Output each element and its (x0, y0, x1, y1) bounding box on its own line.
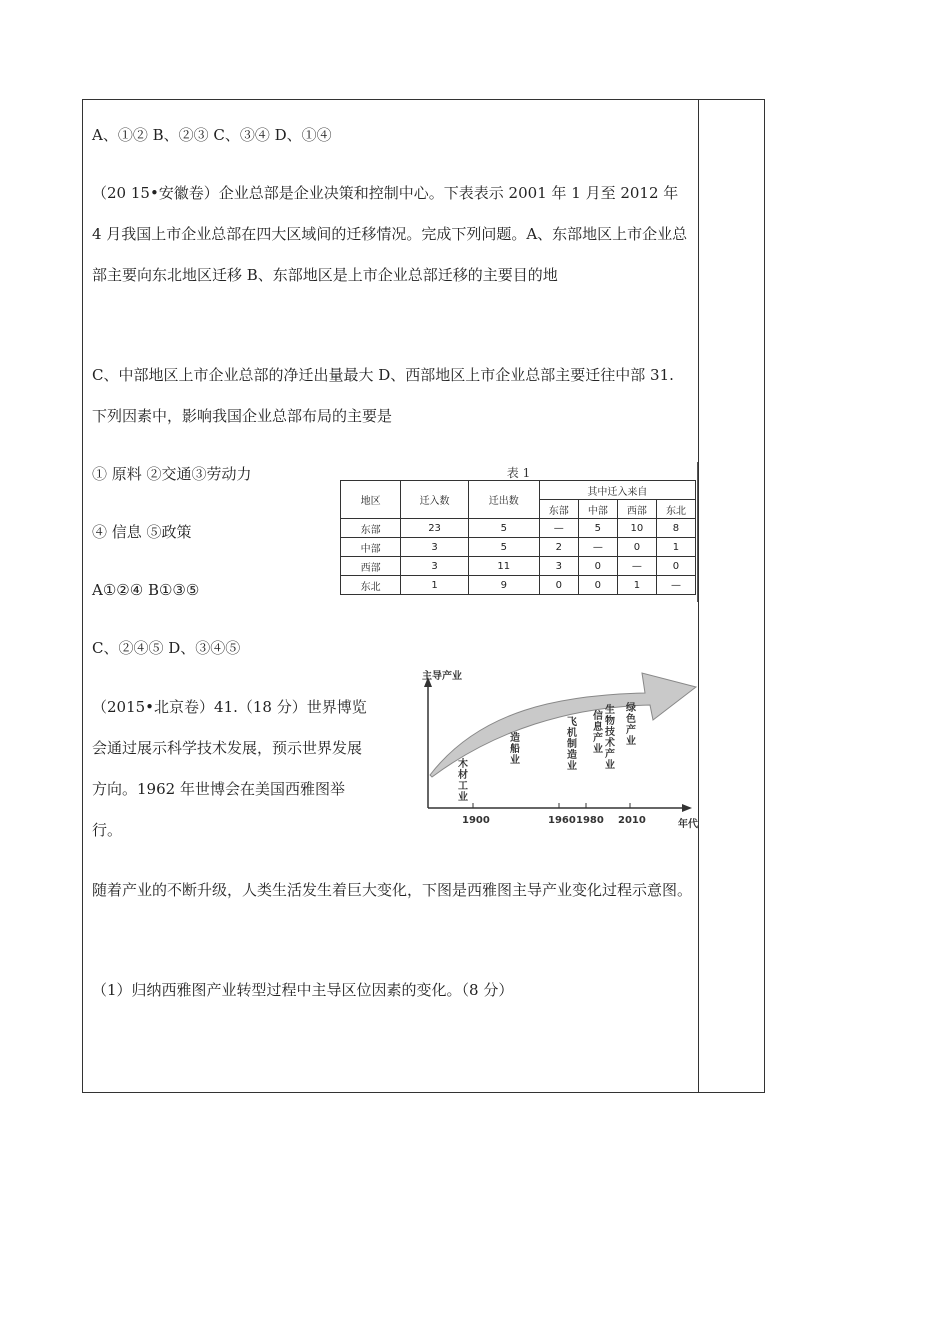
beijing-line-4: 行。 (92, 821, 123, 839)
header-source: 其中迁入来自 (539, 481, 695, 500)
migration-table-figure (338, 462, 699, 602)
choice-options-2: C、②④⑤ D、③④⑤ (92, 639, 241, 657)
table-cell: 3 (401, 538, 468, 557)
factor-options-1: ① 原料 ②交通③劳动力 (92, 465, 252, 483)
table-cell: 5 (468, 519, 539, 538)
subheader-west: 西部 (617, 500, 656, 519)
industry-label-info: 信息产业 (593, 711, 603, 755)
beijing-line-2: 会通过展示科学技术发展，预示世界发展 (92, 739, 363, 757)
table-cell: 2 (539, 538, 578, 557)
x-tick-label: 1900 (462, 815, 490, 826)
x-tick-label: 1980 (576, 815, 604, 826)
x-axis-arrow (682, 804, 692, 812)
table-cell: 0 (539, 576, 578, 595)
table-cell: 东部 (341, 519, 401, 538)
industry-label-shipbuilding: 造船业 (510, 733, 520, 766)
table-title: 表 1 (506, 466, 531, 480)
table-cell: — (578, 538, 617, 557)
table-cell: 5 (578, 519, 617, 538)
x-axis-label: 年代 (678, 819, 698, 830)
table-cell: 1 (656, 538, 695, 557)
table-cell: 0 (578, 576, 617, 595)
industry-label-aircraft: 飞机制造业 (567, 717, 577, 772)
answer-options: A、①② B、②③ C、③④ D、①④ (92, 126, 332, 144)
table-cell: 1 (401, 576, 468, 595)
subheader-central: 中部 (578, 500, 617, 519)
table-cell: 中部 (341, 538, 401, 557)
table-row (341, 576, 696, 595)
table-cell: 0 (617, 538, 656, 557)
beijing-paragraph: 随着产业的不断升级，人类生活发生着巨大变化，下图是西雅图主导产业变化过程示意图。 (92, 881, 693, 899)
table-cell: 1 (617, 576, 656, 595)
beijing-question-1: （1）归纳西雅图产业转型过程中主导区位因素的变化。（8 分） (92, 981, 514, 999)
anhui-question-paragraph: （20 15•安徽卷）企业总部是企业决策和控制中心。下表表示 2001 年 1 月至 2012 年 4 月我国上市企业总部在四大区域间的迁移情况。完成下列问题。A、东部地区上市企业总部主要向东北地区迁移 B、东部地区是上市企业总部迁移的主要目的地 (92, 184, 688, 284)
seattle-industry-diagram (420, 665, 710, 835)
table-cell: 9 (468, 576, 539, 595)
table-cell: 东北 (341, 576, 401, 595)
industry-label-green: 绿色产业 (626, 703, 636, 747)
table-cell: 3 (401, 557, 468, 576)
table-row (341, 538, 696, 557)
beijing-line-3: 方向。1962 年世博会在美国西雅图举 (92, 780, 345, 798)
table-cell: — (656, 576, 695, 595)
choice-options-1: A①②④ B①③⑤ (92, 581, 200, 599)
table-cell: 8 (656, 519, 695, 538)
table-cell: 23 (401, 519, 468, 538)
factor-options-2: ④ 信息 ⑤政策 (92, 523, 192, 541)
x-tick-label: 1960 (548, 815, 576, 826)
y-axis-label: 主导产业 (422, 671, 462, 682)
table-cell: 0 (578, 557, 617, 576)
industry-label-biotech: 生物技术产业 (605, 705, 615, 771)
migration-table (340, 480, 696, 595)
x-tick-label: 2010 (618, 815, 646, 826)
header-region: 地区 (341, 481, 401, 519)
industry-label-timber: 木材工业 (458, 759, 468, 803)
growth-arrow (430, 673, 696, 777)
beijing-line-1: （2015•北京卷）41.（18 分）世界博览 (92, 698, 367, 716)
table-cell: 5 (468, 538, 539, 557)
diagram-graphics (420, 665, 710, 835)
table-cell: 10 (617, 519, 656, 538)
table-cell: 11 (468, 557, 539, 576)
table-row (341, 557, 696, 576)
table-row (341, 519, 696, 538)
header-in: 迁入数 (401, 481, 468, 519)
anhui-question-paragraph-2: C、中部地区上市企业总部的净迁出量最大 D、西部地区上市企业总部主要迁往中部 31. 下列因素中，影响我国企业总部布局的主要是 (92, 366, 674, 425)
header-out: 迁出数 (468, 481, 539, 519)
subheader-northeast: 东北 (656, 500, 695, 519)
table-cell: — (617, 557, 656, 576)
figure-edge-line (697, 462, 698, 602)
subheader-east: 东部 (539, 500, 578, 519)
table-cell: 0 (656, 557, 695, 576)
table-cell: 3 (539, 557, 578, 576)
table-cell: 西部 (341, 557, 401, 576)
table-cell: — (539, 519, 578, 538)
